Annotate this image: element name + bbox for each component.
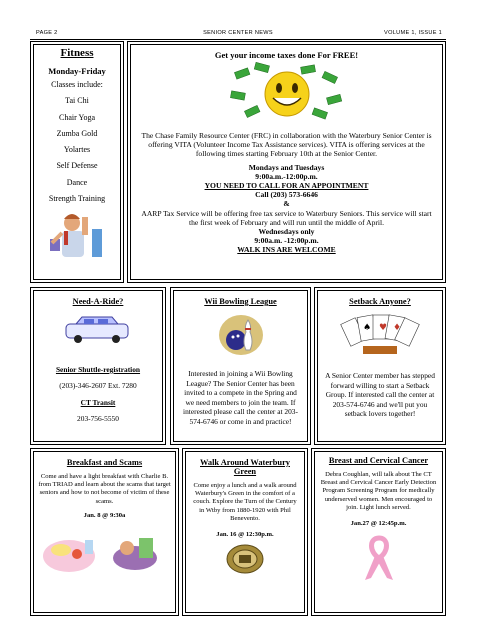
fitness-class: Strength Training xyxy=(48,194,106,204)
shuttle-phone: (203)-346-2607 Ext. 7280 xyxy=(59,380,137,390)
volume-issue: VOLUME 1, ISSUE 1 xyxy=(384,30,442,36)
breakfast-body: Come and have a light breakfast with Charlie B. from TRIAD and learn about the scams that target seniors and how to not become of victim of these scams. xyxy=(38,473,171,505)
page-number: PAGE 2 xyxy=(36,30,58,36)
walk-inner xyxy=(185,451,305,613)
fitness-intro: Classes include: xyxy=(51,80,103,89)
walk-around-panel xyxy=(182,448,308,616)
svg-text:♠: ♠ xyxy=(363,323,372,333)
newsletter-name: SENIOR CENTER NEWS xyxy=(203,30,273,36)
svg-text:♦: ♦ xyxy=(393,323,402,333)
tax-walkins: WALK INS ARE WELCOME xyxy=(237,245,336,255)
setback-inner xyxy=(317,290,443,442)
fitness-class: Dance xyxy=(66,177,88,187)
cancer-date: Jan.27 @ 12:45p.m. xyxy=(350,520,407,528)
exercising-woman-icon xyxy=(48,209,106,259)
cancer-inner xyxy=(314,451,443,613)
fitness-class: Self Defense xyxy=(56,161,98,171)
fitness-class: Chair Yoga xyxy=(58,112,95,122)
tax-time1: 9:00a.m.-12:00p.m. xyxy=(255,171,318,181)
tax-para2: AARP Tax Service will be offering free tax service to Waterbury Seniors. This service will start the first week of February and will run until the middle of April. xyxy=(141,208,432,227)
fitness-class: Tai Chi xyxy=(65,96,89,106)
breakfast-title: Breakfast and Scams xyxy=(66,458,143,467)
income-tax-panel xyxy=(127,41,446,283)
pink-ribbon-icon xyxy=(359,532,399,584)
ride-title: Need-A-Ride? xyxy=(72,297,124,306)
tax-para1: The Chase Family Resource Center (FRC) in collaboration with the Waterbury Senior Center is offering VITA (Volunteer Income Tax Assistance services). VITA is offering services at the following times starting February 10th at the Senior Center. xyxy=(141,131,432,159)
breakfast-scams-panel xyxy=(30,448,179,616)
bowling-icon xyxy=(216,312,266,358)
fitness-panel xyxy=(30,41,124,283)
tax-days1: Mondays and Tuesdays xyxy=(248,162,325,172)
cancer-title: Breast and Cervical Cancer xyxy=(328,456,429,465)
fitness-class: Yolartes xyxy=(63,145,91,155)
wii-body: Interested in joining a Wii Bowling League? The Senior Center has been invited to a compete in the Spring and we need members to join the team. If interested please call the center at 203-574-6746 or come in and practice! xyxy=(183,369,298,426)
wii-title: Wii Bowling League xyxy=(204,297,277,306)
fitness-class: Zumba Gold xyxy=(56,128,98,138)
playing-cards-icon xyxy=(339,312,421,358)
shuttle-label: Senior Shuttle-registration xyxy=(55,365,141,374)
setback-title: Setback Anyone? xyxy=(349,297,411,306)
svg-text:♥: ♥ xyxy=(379,323,388,333)
tax-days2: Wednesdays only xyxy=(258,227,315,237)
breast-cancer-panel xyxy=(311,448,446,616)
setback-panel xyxy=(314,287,446,445)
wii-bowling-panel xyxy=(170,287,311,445)
need-a-ride-panel xyxy=(30,287,166,445)
breakfast-icon xyxy=(39,524,171,576)
header-rule xyxy=(30,39,446,40)
fitness-title: Fitness xyxy=(60,47,94,59)
ride-details xyxy=(34,365,162,423)
money-smiley-icon xyxy=(227,62,347,122)
tax-time2: 9:00a.m. -12:00p.m. xyxy=(254,236,319,246)
breakfast-inner xyxy=(33,451,176,613)
cancer-body: Debra Coughlan, will talk about The CT Breast and Cervical Cancer Early Detection Program Screening Program for medically underserved women. Men encouraged to join. Light lunch served. xyxy=(320,471,437,511)
setback-body: A Senior Center member has stepped forward willing to start a Setback Group. If interested call the center at 203-574-6746 and we'll put you setback lovers together! xyxy=(325,371,435,419)
breakfast-date: Jan. 8 @ 9:30a xyxy=(83,511,126,519)
wii-inner xyxy=(173,290,308,442)
walk-date: Jan. 16 @ 12:30p.m. xyxy=(216,531,274,539)
tax-details xyxy=(131,131,442,255)
income-tax-inner xyxy=(130,44,443,280)
tax-phone: Call (203) 573-6646 xyxy=(255,190,318,200)
walk-body: Come enjoy a lunch and a walk around Waterbury's Green in the comfort of a couch. Explore the Turn of the Century in Wtby from 1880-1920 with Phil Benevento. xyxy=(193,482,297,522)
tax-ampersand: & xyxy=(283,199,290,209)
tax-title: Get your income taxes done For FREE! xyxy=(214,50,359,60)
fitness-schedule: Monday-Friday xyxy=(48,66,106,76)
transit-label: CT Transit xyxy=(80,398,116,408)
tax-call-notice: YOU NEED TO CALL FOR AN APPOINTMENT xyxy=(204,181,369,191)
fitness-inner xyxy=(33,44,121,280)
limousine-icon xyxy=(62,312,134,348)
ride-inner xyxy=(33,290,163,442)
waterbury-seal-icon xyxy=(225,543,265,575)
walk-title: Walk Around Waterbury Green xyxy=(200,458,290,476)
transit-phone: 203-756-5550 xyxy=(77,413,119,423)
